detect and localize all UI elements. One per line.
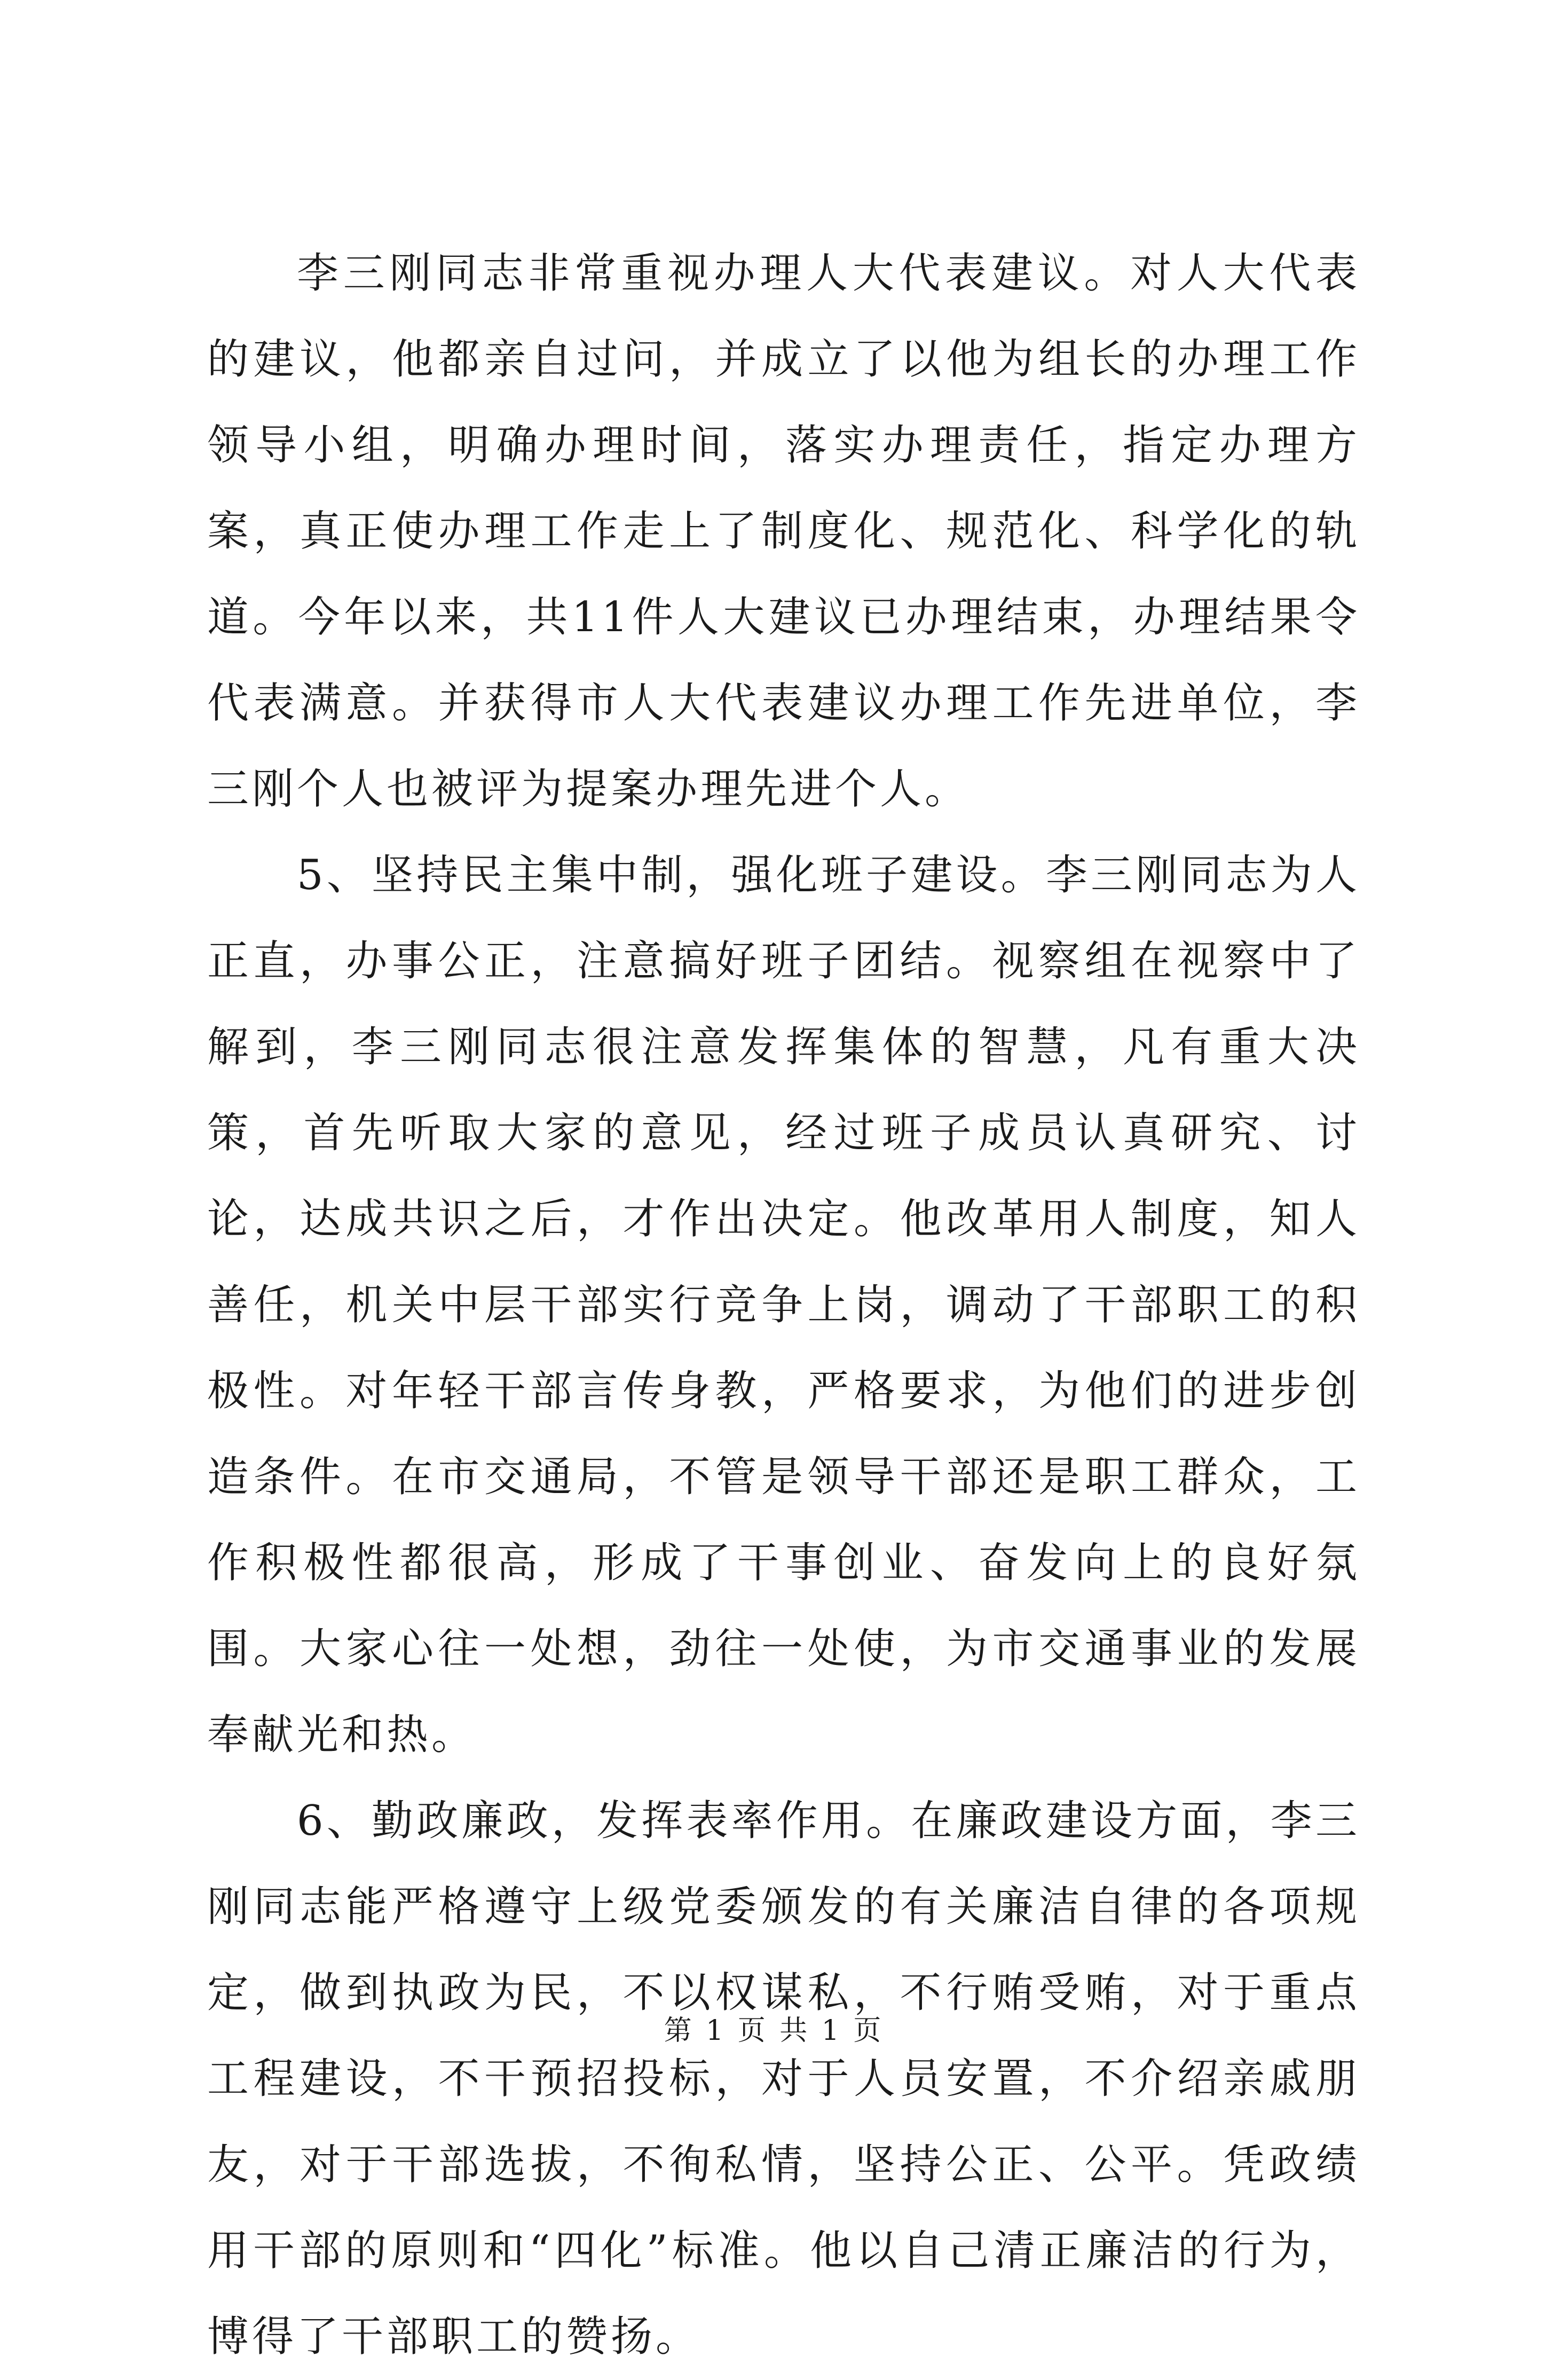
paragraph-3: 6、勤政廉政，发挥表率作用。在廉政建设方面，李三刚同志能严格遵守上级党委颁发的有关廉洁自律的各项规定，做到执政为民，不以权谋私，不行贿受贿，对于重点工程建设，不干预招投标，对于人员安置，不介绍亲戚朋友，对于干部选拔，不徇私情，坚持公正、公平。凭政绩用干部的原则和“四化”标准。他以自己清正廉洁的行为，博得了干部职工的赞扬。 xyxy=(207,1797,1360,2361)
paragraph-1: 李三刚同志非常重视办理人大代表建议。对人大代表的建议，他都亲自过问，并成立了以他为组长的办理工作领导小组，明确办理时间，落实办理责任，指定办理方案，真正使办理工作走上了制度化、规范化、科学化的轨道。今年以来，共11件人大建议已办理结束，办理结果令代表满意。并获得市人大代表建议办理工作先进单位，李三刚个人也被评为提案办理先进个人。 xyxy=(207,249,1360,813)
paragraph-2: 5、坚持民主集中制，强化班子建设。李三刚同志为人正直，办事公正，注意搞好班子团结。视察组在视察中了解到，李三刚同志很注意发挥集体的智慧，凡有重大决策，首先听取大家的意见，经过班子成员认真研究、讨论，达成共识之后，才作出决定。他改革用人制度，知人善任，机关中层干部实行竞争上岗，调动了干部职工的积极性。对年轻干部言传身教，严格要求，为他们的进步创造条件。在市交通局，不管是领导干部还是职工群众，工作积极性都很高，形成了干事创业、奋发向上的良好氛围。大家心往一处想，劲往一处使，为市交通事业的发展奉献光和热。 xyxy=(207,851,1360,1759)
document-body xyxy=(207,231,1360,2380)
page-number-footer: 第 1 页 共 1 页 xyxy=(664,2015,881,2047)
